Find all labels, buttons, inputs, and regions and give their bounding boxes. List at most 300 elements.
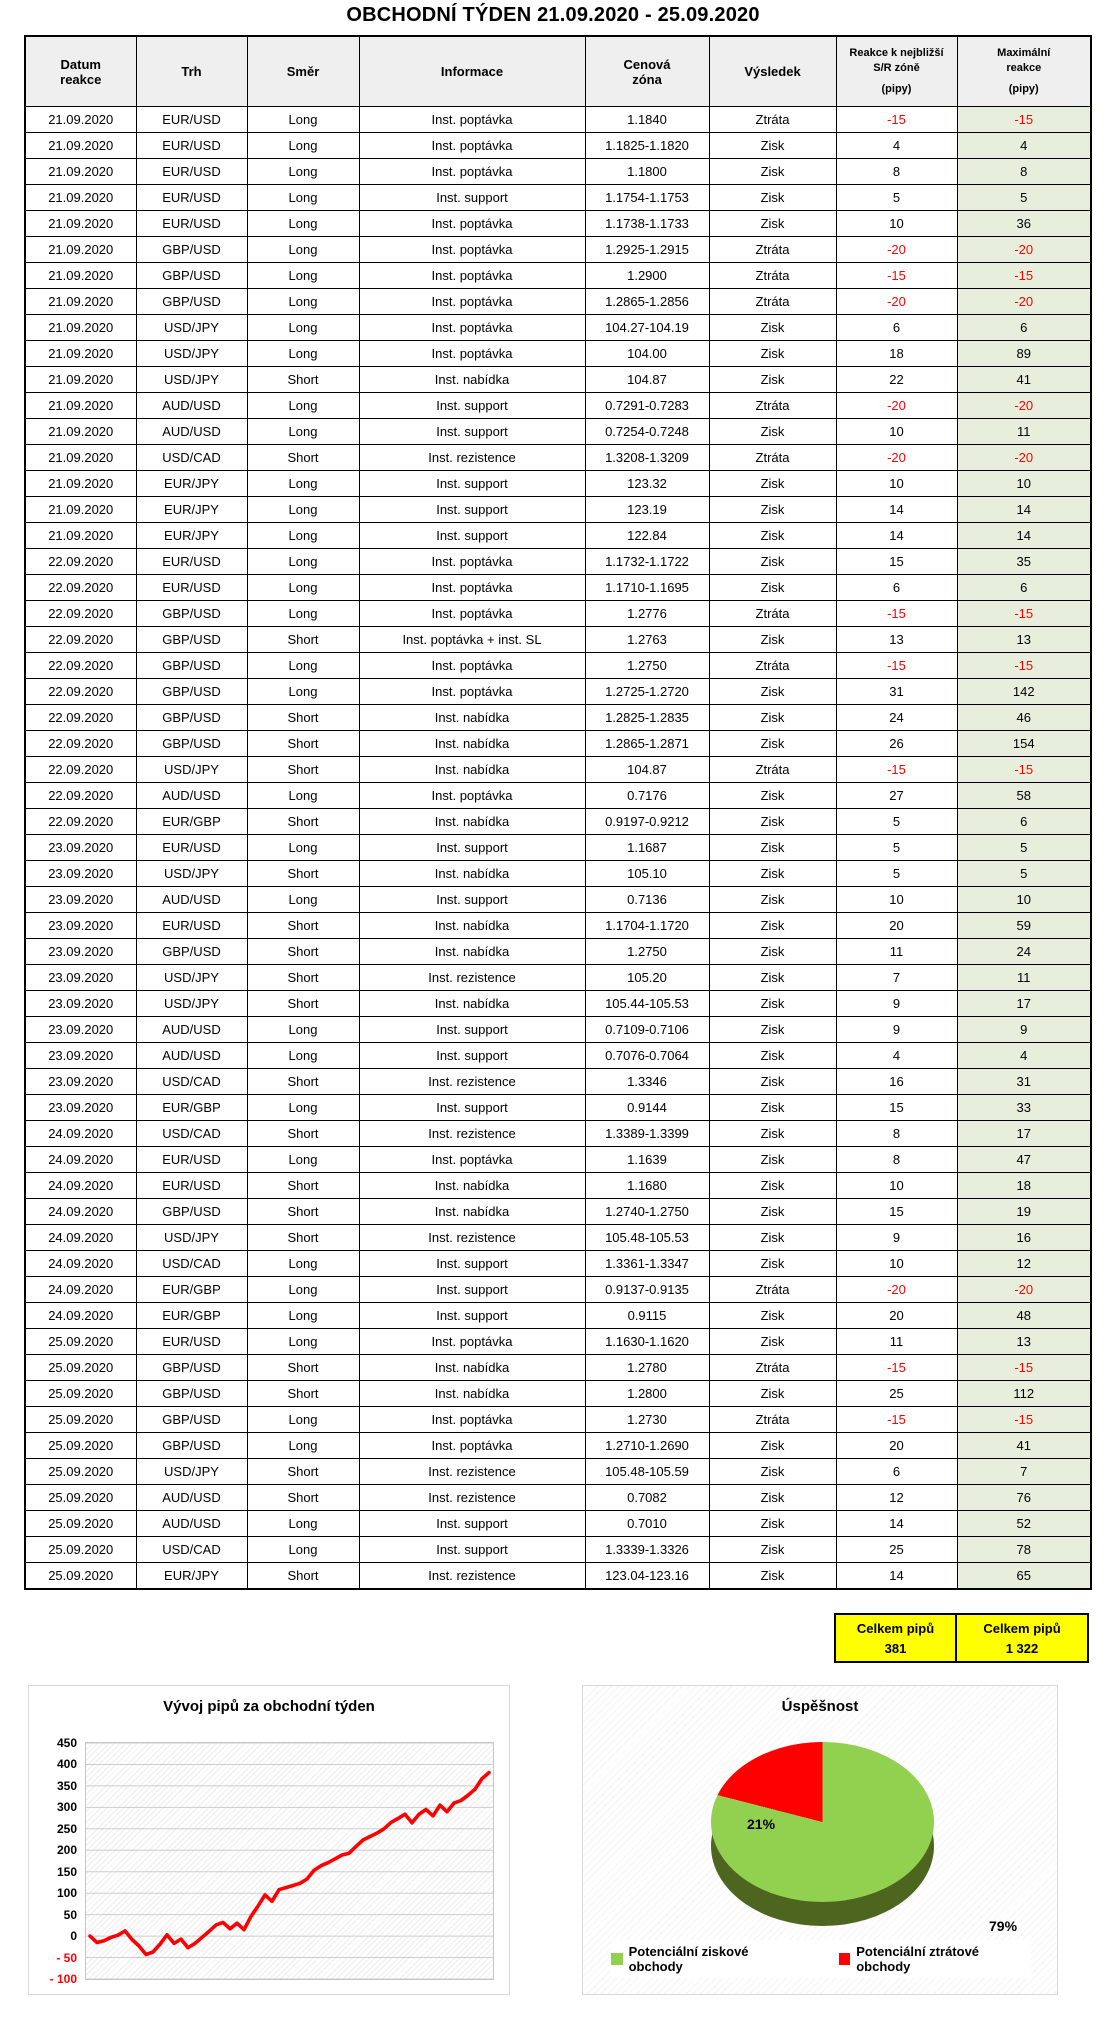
cell-info: Inst. support <box>359 471 585 497</box>
cell-reaction: 15 <box>836 1095 957 1121</box>
cell-price-zone: 1.1680 <box>585 1173 709 1199</box>
cell-info: Inst. support <box>359 185 585 211</box>
cell-reaction: 11 <box>836 939 957 965</box>
cell-info: Inst. poptávka <box>359 263 585 289</box>
cell-reaction: 10 <box>836 1173 957 1199</box>
cell-market: EUR/JPY <box>136 523 247 549</box>
cell-market: USD/CAD <box>136 1121 247 1147</box>
cell-price-zone: 1.2730 <box>585 1407 709 1433</box>
cell-date: 21.09.2020 <box>25 107 136 133</box>
cell-date: 21.09.2020 <box>25 289 136 315</box>
cell-info: Inst. poptávka <box>359 575 585 601</box>
cell-date: 23.09.2020 <box>25 861 136 887</box>
cell-date: 23.09.2020 <box>25 939 136 965</box>
cell-price-zone: 0.7076-0.7064 <box>585 1043 709 1069</box>
cell-result: Zisk <box>709 523 836 549</box>
cell-result: Ztráta <box>709 757 836 783</box>
legend-swatch-icon <box>839 1953 851 1965</box>
cell-date: 23.09.2020 <box>25 1017 136 1043</box>
cell-price-zone: 1.2865-1.2871 <box>585 731 709 757</box>
cell-price-zone: 1.1732-1.1722 <box>585 549 709 575</box>
table-row <box>25 627 1091 653</box>
cell-max-reaction: 48 <box>957 1303 1091 1329</box>
table-row <box>25 835 1091 861</box>
cell-date: 22.09.2020 <box>25 549 136 575</box>
cell-info: Inst. nabídka <box>359 1355 585 1381</box>
cell-price-zone: 105.10 <box>585 861 709 887</box>
cell-max-reaction: 52 <box>957 1511 1091 1537</box>
cell-market: EUR/USD <box>136 107 247 133</box>
cell-info: Inst. support <box>359 1511 585 1537</box>
cell-reaction: 5 <box>836 809 957 835</box>
cell-result: Zisk <box>709 1433 836 1459</box>
cell-market: AUD/USD <box>136 1511 247 1537</box>
total-value: 1 322 <box>1005 1640 1039 1656</box>
cell-result: Zisk <box>709 471 836 497</box>
cell-info: Inst. nabídka <box>359 939 585 965</box>
cell-direction: Long <box>247 601 359 627</box>
cell-info: Inst. nabídka <box>359 1381 585 1407</box>
cell-price-zone: 1.3339-1.3326 <box>585 1537 709 1563</box>
cell-result: Ztráta <box>709 263 836 289</box>
cell-market: AUD/USD <box>136 1485 247 1511</box>
cell-info: Inst. nabídka <box>359 731 585 757</box>
cell-max-reaction: 13 <box>957 1329 1091 1355</box>
cell-reaction: -20 <box>836 289 957 315</box>
cell-direction: Long <box>247 523 359 549</box>
cell-reaction: -15 <box>836 601 957 627</box>
cell-price-zone: 1.2763 <box>585 627 709 653</box>
table-row <box>25 1121 1091 1147</box>
cell-reaction: -20 <box>836 393 957 419</box>
table-row <box>25 1537 1091 1563</box>
cell-info: Inst. poptávka <box>359 289 585 315</box>
cell-reaction: 14 <box>836 523 957 549</box>
cell-date: 25.09.2020 <box>25 1485 136 1511</box>
cell-info: Inst. nabídka <box>359 861 585 887</box>
cell-result: Ztráta <box>709 393 836 419</box>
cell-direction: Short <box>247 731 359 757</box>
cell-reaction: 5 <box>836 185 957 211</box>
cell-market: GBP/USD <box>136 237 247 263</box>
line-series <box>86 1743 493 1979</box>
y-tick-label: 350 <box>56 1778 77 1793</box>
cell-market: EUR/USD <box>136 575 247 601</box>
table-row <box>25 237 1091 263</box>
cell-reaction: -15 <box>836 1355 957 1381</box>
cell-date: 25.09.2020 <box>25 1355 136 1381</box>
table-row <box>25 1459 1091 1485</box>
cell-result: Zisk <box>709 185 836 211</box>
cell-reaction: 16 <box>836 1069 957 1095</box>
cell-max-reaction: 142 <box>957 679 1091 705</box>
table-row <box>25 965 1091 991</box>
cell-price-zone: 105.44-105.53 <box>585 991 709 1017</box>
cell-reaction: 7 <box>836 965 957 991</box>
cell-result: Zisk <box>709 809 836 835</box>
cell-info: Inst. poptávka <box>359 341 585 367</box>
cell-date: 22.09.2020 <box>25 679 136 705</box>
cell-reaction: -20 <box>836 1277 957 1303</box>
table-row <box>25 1277 1091 1303</box>
cell-reaction: 12 <box>836 1485 957 1511</box>
cell-reaction: 14 <box>836 1511 957 1537</box>
cell-max-reaction: 36 <box>957 211 1091 237</box>
cell-direction: Long <box>247 289 359 315</box>
legend-swatch-icon <box>611 1953 623 1965</box>
table-row <box>25 1563 1091 1590</box>
table-row <box>25 1433 1091 1459</box>
cell-result: Zisk <box>709 861 836 887</box>
column-header-price-zone: Cenová zóna <box>585 36 709 107</box>
cell-max-reaction: -20 <box>957 237 1091 263</box>
cell-info: Inst. poptávka <box>359 237 585 263</box>
cell-info: Inst. support <box>359 523 585 549</box>
cell-info: Inst. rezistence <box>359 1485 585 1511</box>
cell-direction: Short <box>247 445 359 471</box>
cell-price-zone: 1.2800 <box>585 1381 709 1407</box>
cell-max-reaction: 17 <box>957 1121 1091 1147</box>
cell-max-reaction: 47 <box>957 1147 1091 1173</box>
cell-direction: Long <box>247 835 359 861</box>
cell-date: 21.09.2020 <box>25 315 136 341</box>
cell-info: Inst. rezistence <box>359 1069 585 1095</box>
cell-result: Ztráta <box>709 653 836 679</box>
cell-result: Ztráta <box>709 601 836 627</box>
cell-price-zone: 1.1738-1.1733 <box>585 211 709 237</box>
cell-price-zone: 1.3361-1.3347 <box>585 1251 709 1277</box>
cell-date: 24.09.2020 <box>25 1173 136 1199</box>
cell-reaction: 15 <box>836 1199 957 1225</box>
table-row <box>25 731 1091 757</box>
pie-slices <box>711 1742 934 1902</box>
cell-result: Zisk <box>709 341 836 367</box>
cell-max-reaction: 4 <box>957 1043 1091 1069</box>
cell-direction: Short <box>247 1355 359 1381</box>
cell-max-reaction: 59 <box>957 913 1091 939</box>
cell-market: AUD/USD <box>136 1017 247 1043</box>
total-max-reaction-cell <box>955 1615 1087 1661</box>
cell-market: EUR/USD <box>136 1329 247 1355</box>
cell-info: Inst. support <box>359 1043 585 1069</box>
cell-date: 22.09.2020 <box>25 575 136 601</box>
cell-date: 23.09.2020 <box>25 991 136 1017</box>
cell-market: GBP/USD <box>136 627 247 653</box>
y-tick-label: 200 <box>56 1843 77 1858</box>
cell-price-zone: 1.2725-1.2720 <box>585 679 709 705</box>
cell-max-reaction: 41 <box>957 367 1091 393</box>
column-header-date: Datum reakce <box>25 36 136 107</box>
cell-max-reaction: 16 <box>957 1225 1091 1251</box>
line-chart-title: Vývoj pipů za obchodní týden <box>163 1698 375 1715</box>
table-header-row <box>25 36 1091 107</box>
cell-price-zone: 0.7176 <box>585 783 709 809</box>
totals-bar <box>834 1613 1089 1663</box>
table-row <box>25 601 1091 627</box>
cell-max-reaction: -20 <box>957 445 1091 471</box>
cell-direction: Long <box>247 393 359 419</box>
cell-result: Zisk <box>709 575 836 601</box>
cell-direction: Long <box>247 1511 359 1537</box>
table-row <box>25 367 1091 393</box>
cell-price-zone: 0.7291-0.7283 <box>585 393 709 419</box>
cell-reaction: 4 <box>836 1043 957 1069</box>
cell-direction: Long <box>247 549 359 575</box>
cell-reaction: -20 <box>836 445 957 471</box>
y-tick-label: 50 <box>63 1907 77 1922</box>
cell-date: 22.09.2020 <box>25 653 136 679</box>
cell-info: Inst. nabídka <box>359 757 585 783</box>
cell-market: USD/CAD <box>136 445 247 471</box>
cell-price-zone: 1.1639 <box>585 1147 709 1173</box>
cell-max-reaction: 33 <box>957 1095 1091 1121</box>
y-tick-label: 150 <box>56 1864 77 1879</box>
cell-result: Ztráta <box>709 1277 836 1303</box>
cell-price-zone: 104.00 <box>585 341 709 367</box>
table-row <box>25 419 1091 445</box>
cell-max-reaction: -15 <box>957 653 1091 679</box>
cell-date: 25.09.2020 <box>25 1329 136 1355</box>
cell-direction: Long <box>247 1095 359 1121</box>
table-row <box>25 1485 1091 1511</box>
cell-direction: Long <box>247 1277 359 1303</box>
cell-direction: Short <box>247 1459 359 1485</box>
cell-price-zone: 1.2740-1.2750 <box>585 1199 709 1225</box>
table-row <box>25 107 1091 133</box>
cell-reaction: 20 <box>836 1433 957 1459</box>
cell-info: Inst. poptávka <box>359 1147 585 1173</box>
cell-market: USD/JPY <box>136 1459 247 1485</box>
cell-reaction: 20 <box>836 913 957 939</box>
cell-info: Inst. rezistence <box>359 1459 585 1485</box>
cell-date: 24.09.2020 <box>25 1147 136 1173</box>
cell-price-zone: 105.48-105.53 <box>585 1225 709 1251</box>
cell-date: 25.09.2020 <box>25 1459 136 1485</box>
cell-info: Inst. poptávka <box>359 601 585 627</box>
cell-price-zone: 0.7109-0.7106 <box>585 1017 709 1043</box>
cell-market: EUR/USD <box>136 835 247 861</box>
cell-direction: Long <box>247 341 359 367</box>
table-row <box>25 887 1091 913</box>
cell-reaction: -15 <box>836 107 957 133</box>
cell-info: Inst. nabídka <box>359 991 585 1017</box>
cell-max-reaction: -15 <box>957 1355 1091 1381</box>
cell-direction: Long <box>247 1017 359 1043</box>
cell-direction: Short <box>247 627 359 653</box>
table-row <box>25 133 1091 159</box>
cell-result: Ztráta <box>709 289 836 315</box>
cell-result: Zisk <box>709 1043 836 1069</box>
cell-reaction: 10 <box>836 471 957 497</box>
cell-date: 24.09.2020 <box>25 1251 136 1277</box>
cell-reaction: 27 <box>836 783 957 809</box>
cell-market: GBP/USD <box>136 1433 247 1459</box>
cell-result: Zisk <box>709 419 836 445</box>
cell-max-reaction: 5 <box>957 861 1091 887</box>
table-row <box>25 1069 1091 1095</box>
cell-price-zone: 1.3208-1.3209 <box>585 445 709 471</box>
cell-reaction: 10 <box>836 419 957 445</box>
cell-info: Inst. poptávka <box>359 159 585 185</box>
cell-direction: Short <box>247 1381 359 1407</box>
cell-direction: Long <box>247 1251 359 1277</box>
cell-max-reaction: 14 <box>957 497 1091 523</box>
cell-max-reaction: 6 <box>957 315 1091 341</box>
cell-market: USD/JPY <box>136 861 247 887</box>
pie-chart-card <box>582 1685 1058 1995</box>
legend-item <box>839 1944 1031 1974</box>
cell-market: AUD/USD <box>136 1043 247 1069</box>
cell-max-reaction: 7 <box>957 1459 1091 1485</box>
cell-max-reaction: 78 <box>957 1537 1091 1563</box>
cell-result: Zisk <box>709 913 836 939</box>
legend-item <box>611 1944 801 1974</box>
cell-max-reaction: -15 <box>957 601 1091 627</box>
cell-price-zone: 1.1800 <box>585 159 709 185</box>
cell-price-zone: 0.9197-0.9212 <box>585 809 709 835</box>
cell-market: GBP/USD <box>136 263 247 289</box>
cell-max-reaction: 11 <box>957 419 1091 445</box>
cell-result: Zisk <box>709 731 836 757</box>
cell-result: Zisk <box>709 965 836 991</box>
cell-date: 23.09.2020 <box>25 1043 136 1069</box>
table-row <box>25 159 1091 185</box>
cell-max-reaction: -15 <box>957 107 1091 133</box>
cell-market: USD/JPY <box>136 315 247 341</box>
table-row <box>25 1329 1091 1355</box>
cell-result: Zisk <box>709 211 836 237</box>
cell-price-zone: 122.84 <box>585 523 709 549</box>
pie-legend <box>611 1940 1031 1978</box>
cell-direction: Long <box>247 185 359 211</box>
pie-slice-label-win: 79% <box>989 1918 1018 1934</box>
cell-result: Zisk <box>709 1381 836 1407</box>
cell-max-reaction: 112 <box>957 1381 1091 1407</box>
cell-price-zone: 104.87 <box>585 757 709 783</box>
cell-price-zone: 1.2780 <box>585 1355 709 1381</box>
cell-result: Zisk <box>709 159 836 185</box>
cell-info: Inst. nabídka <box>359 1173 585 1199</box>
cell-price-zone: 0.7136 <box>585 887 709 913</box>
cell-date: 25.09.2020 <box>25 1381 136 1407</box>
cell-date: 21.09.2020 <box>25 471 136 497</box>
table-row <box>25 783 1091 809</box>
cell-price-zone: 1.2710-1.2690 <box>585 1433 709 1459</box>
cell-date: 24.09.2020 <box>25 1121 136 1147</box>
cell-price-zone: 1.1840 <box>585 107 709 133</box>
cell-max-reaction: 154 <box>957 731 1091 757</box>
cell-market: EUR/GBP <box>136 1095 247 1121</box>
cell-reaction: 6 <box>836 575 957 601</box>
cell-price-zone: 0.9115 <box>585 1303 709 1329</box>
cell-max-reaction: 4 <box>957 133 1091 159</box>
cell-max-reaction: -15 <box>957 263 1091 289</box>
cell-max-reaction: 6 <box>957 809 1091 835</box>
column-header-direction: Směr <box>247 36 359 107</box>
cell-date: 21.09.2020 <box>25 237 136 263</box>
cell-max-reaction: 12 <box>957 1251 1091 1277</box>
table-row <box>25 1355 1091 1381</box>
cell-direction: Short <box>247 1199 359 1225</box>
y-tick-label: 100 <box>56 1886 77 1901</box>
cell-date: 24.09.2020 <box>25 1199 136 1225</box>
cell-max-reaction: 41 <box>957 1433 1091 1459</box>
cell-price-zone: 123.32 <box>585 471 709 497</box>
cell-result: Zisk <box>709 1251 836 1277</box>
cell-direction: Long <box>247 783 359 809</box>
cell-direction: Long <box>247 1043 359 1069</box>
column-header-max-reaction: Maximální reakce (pipy) <box>957 36 1091 107</box>
table-row <box>25 523 1091 549</box>
cell-direction: Long <box>247 211 359 237</box>
cell-max-reaction: -15 <box>957 757 1091 783</box>
cell-reaction: 25 <box>836 1381 957 1407</box>
cell-max-reaction: 5 <box>957 185 1091 211</box>
cell-price-zone: 0.9137-0.9135 <box>585 1277 709 1303</box>
cell-max-reaction: 17 <box>957 991 1091 1017</box>
table-row <box>25 1225 1091 1251</box>
cell-market: EUR/USD <box>136 1173 247 1199</box>
cell-result: Zisk <box>709 367 836 393</box>
cell-reaction: 11 <box>836 1329 957 1355</box>
cell-result: Zisk <box>709 1173 836 1199</box>
table-row <box>25 1511 1091 1537</box>
table-row <box>25 1381 1091 1407</box>
cell-date: 24.09.2020 <box>25 1303 136 1329</box>
cell-price-zone: 0.7254-0.7248 <box>585 419 709 445</box>
cell-date: 24.09.2020 <box>25 1225 136 1251</box>
cell-result: Zisk <box>709 497 836 523</box>
cell-date: 25.09.2020 <box>25 1563 136 1590</box>
cell-result: Zisk <box>709 1329 836 1355</box>
cell-date: 21.09.2020 <box>25 159 136 185</box>
cell-info: Inst. rezistence <box>359 965 585 991</box>
cell-reaction: 10 <box>836 887 957 913</box>
cell-price-zone: 1.1687 <box>585 835 709 861</box>
cell-result: Zisk <box>709 991 836 1017</box>
cell-info: Inst. support <box>359 887 585 913</box>
cell-reaction: 26 <box>836 731 957 757</box>
table-row <box>25 1199 1091 1225</box>
cell-max-reaction: 18 <box>957 1173 1091 1199</box>
cell-direction: Short <box>247 705 359 731</box>
cell-date: 23.09.2020 <box>25 1095 136 1121</box>
cell-result: Zisk <box>709 1459 836 1485</box>
cell-market: GBP/USD <box>136 1355 247 1381</box>
cell-result: Ztráta <box>709 1355 836 1381</box>
cell-direction: Long <box>247 471 359 497</box>
cell-info: Inst. poptávka <box>359 1433 585 1459</box>
table-row <box>25 1303 1091 1329</box>
cell-market: GBP/USD <box>136 679 247 705</box>
cell-market: GBP/USD <box>136 601 247 627</box>
cell-date: 22.09.2020 <box>25 731 136 757</box>
cell-reaction: 5 <box>836 861 957 887</box>
cell-info: Inst. support <box>359 1251 585 1277</box>
cell-reaction: 14 <box>836 1563 957 1590</box>
cell-price-zone: 123.04-123.16 <box>585 1563 709 1590</box>
cell-result: Zisk <box>709 1563 836 1590</box>
cell-result: Zisk <box>709 1511 836 1537</box>
cell-date: 22.09.2020 <box>25 783 136 809</box>
cell-direction: Short <box>247 757 359 783</box>
y-tick-label: - 100 <box>49 1972 77 1986</box>
y-tick-label: 300 <box>56 1800 77 1815</box>
cell-info: Inst. poptávka <box>359 211 585 237</box>
trades-table <box>24 35 1092 1590</box>
cell-reaction: 6 <box>836 1459 957 1485</box>
column-header-result: Výsledek <box>709 36 836 107</box>
